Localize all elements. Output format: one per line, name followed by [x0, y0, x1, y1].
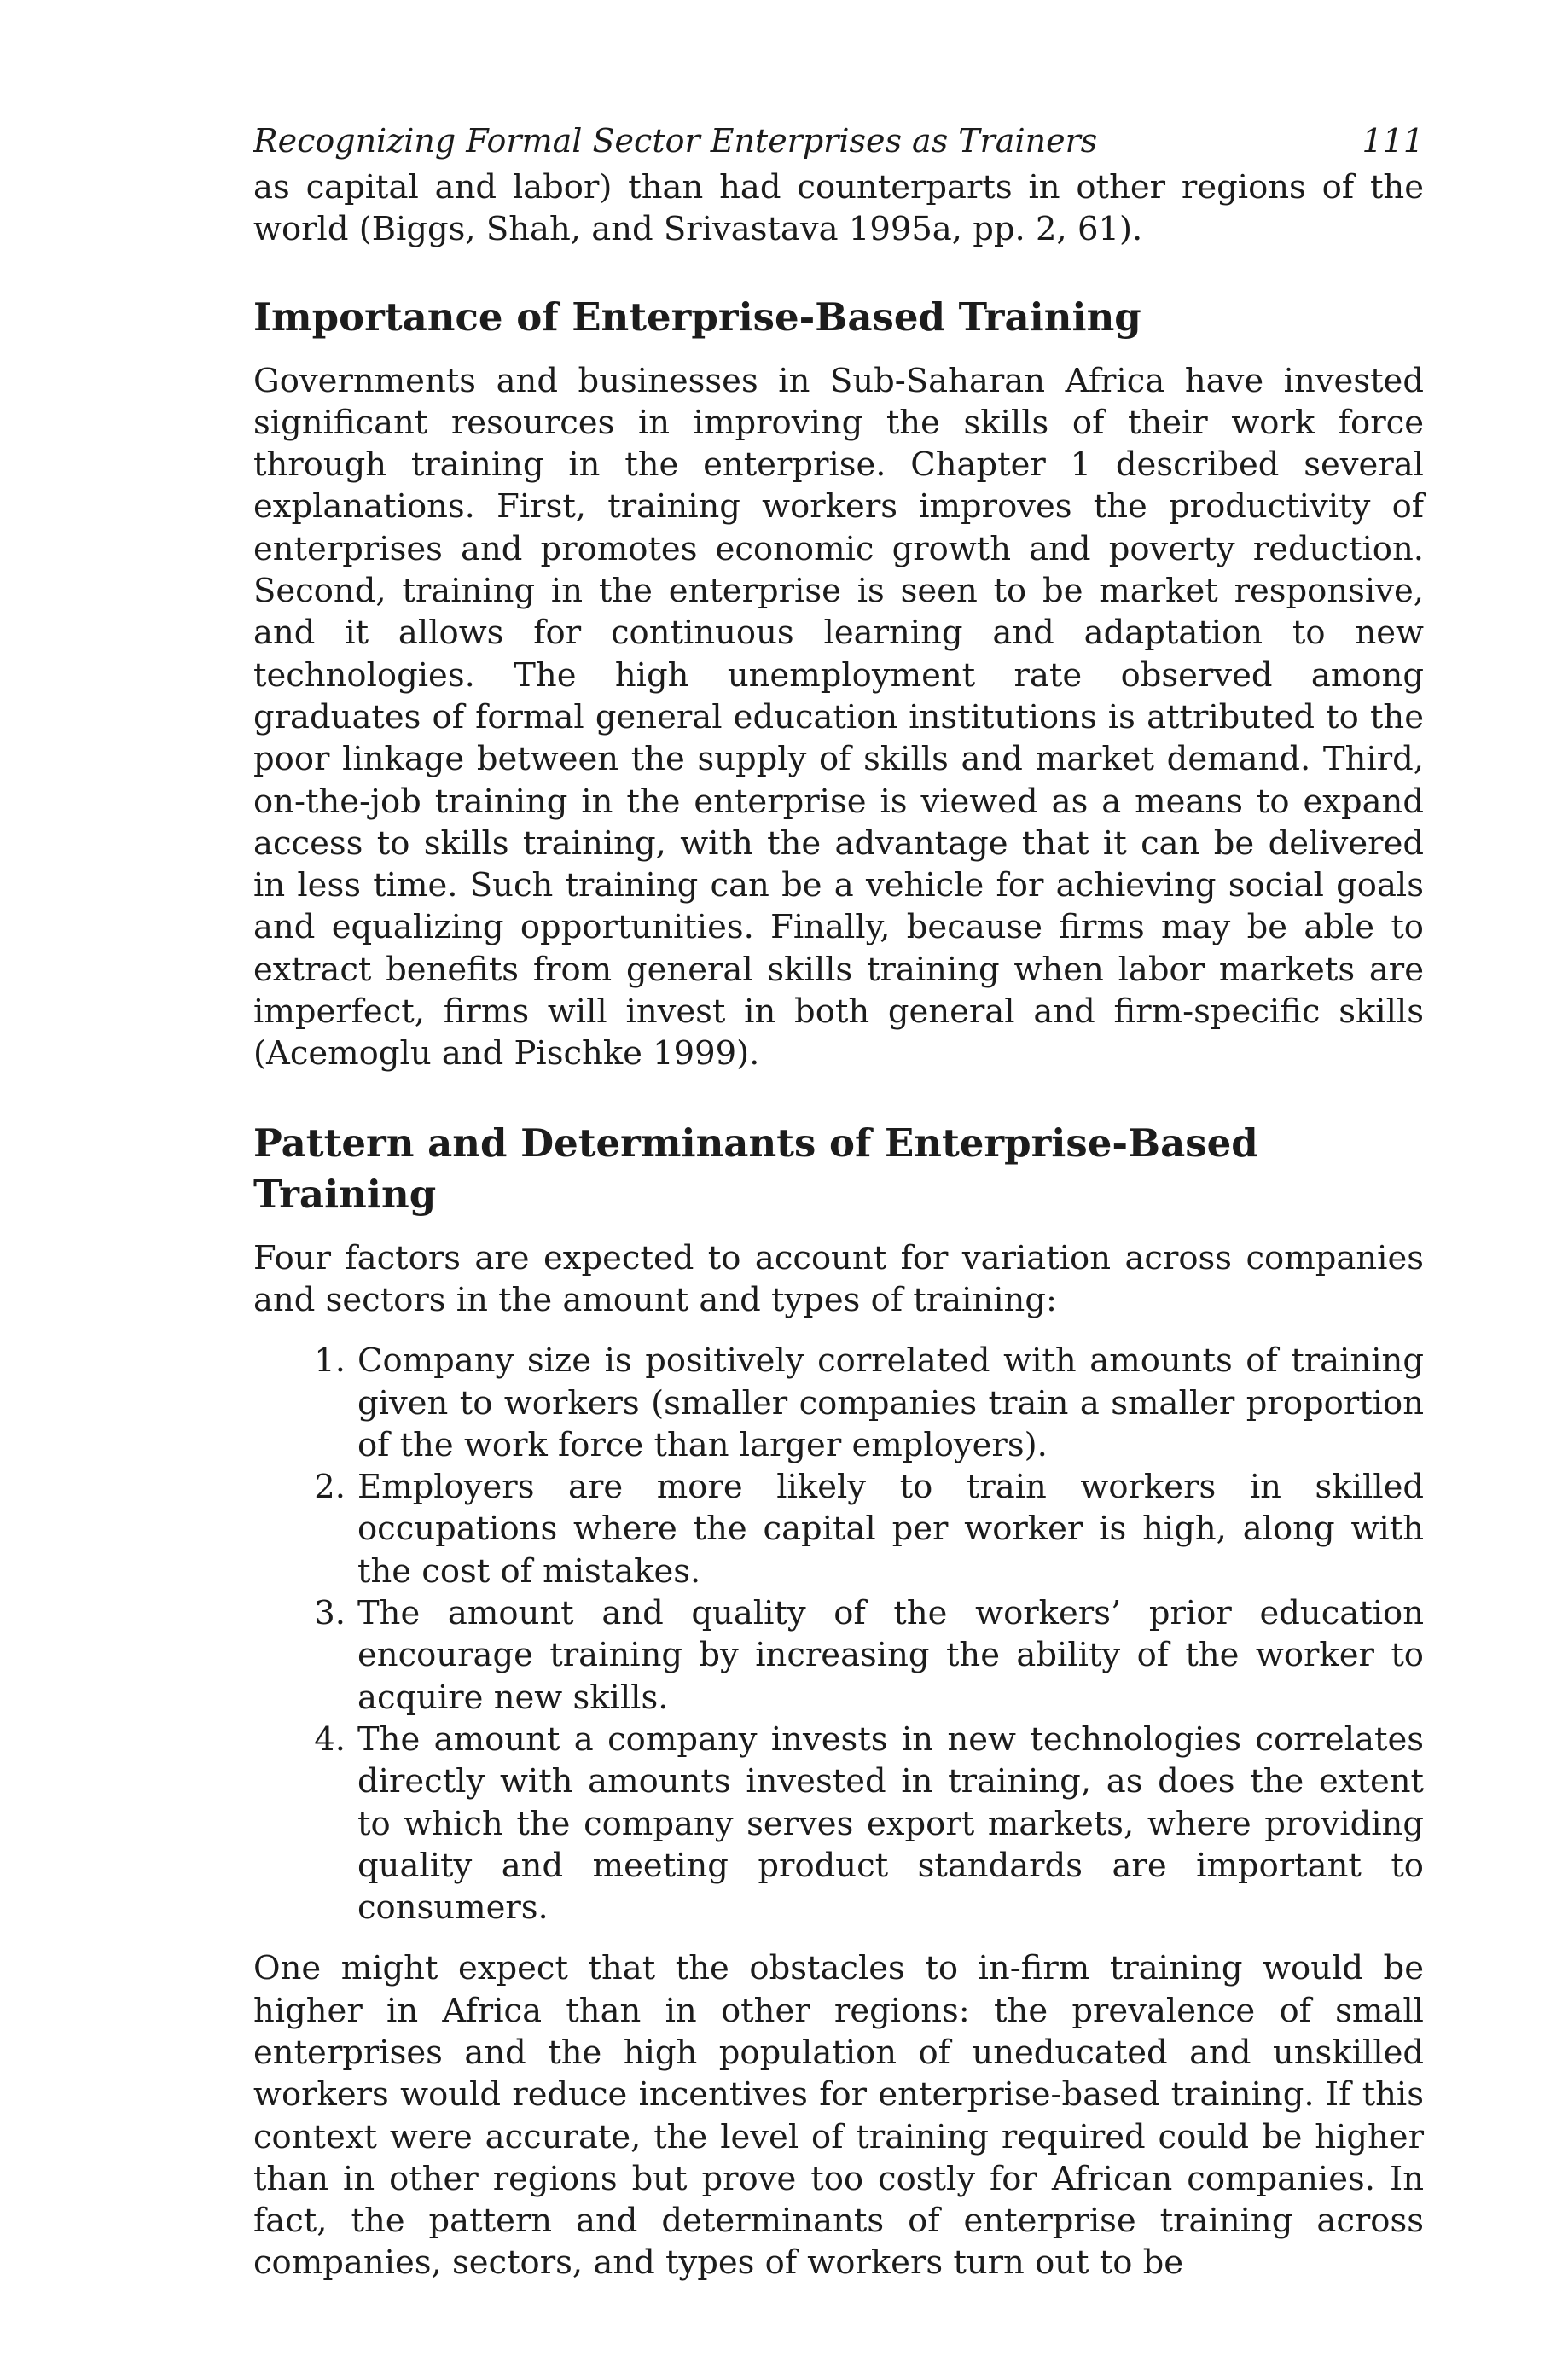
pattern-intro-paragraph: Four factors are expected to account for variation across companies and sectors in the amount and types of training:: [253, 1238, 1424, 1319]
list-item-number: 3.: [314, 1594, 346, 1633]
closing-paragraph: One might expect that the obstacles to in-firm training would be higher in Africa than in other regions: the prevalence of small enterprises and the high population of uneducated and unskilled workers would reduce incentives for enterprise-based training. If this context were accurate, the level of training required could be higher than in other regions but prove too costly for African companies. In fact, the pattern and determinants of enterprise training across companies, sectors, and types of workers turn out to be: [253, 1949, 1424, 2283]
list-item-text: Employers are more likely to train workers in skilled occupations where the capital per worker is high, along with the cost of mistakes.: [357, 1468, 1424, 1591]
list-item-text: Company size is positively correlated with amounts of training given to workers (smaller companies train a smaller proportion of the work force than larger employers).: [357, 1341, 1424, 1464]
spacer: [253, 343, 1424, 360]
list-item-number: 1.: [314, 1341, 346, 1381]
spacer: [253, 1321, 1424, 1340]
list-item: [253, 1466, 1424, 1592]
list-item: [253, 1592, 1424, 1719]
opening-paragraph: as capital and labor) than had counterparts in other regions of the world (Biggs, Shah, and Srivastava 1995a, pp. 2, 61).: [253, 168, 1424, 249]
spacer: [253, 1220, 1424, 1237]
book-page: [253, 115, 1424, 2284]
list-item: [253, 1719, 1424, 1929]
spacer: [253, 251, 1424, 292]
list-item-text: The amount a company invests in new technologies correlates directly with amounts invested in training, as does the extent to which the company serves export markets, where providing quality and meeting product standards are important to consumers.: [357, 1719, 1424, 1928]
running-title: Recognizing Formal Sector Enterprises as Trainers: [253, 122, 1098, 160]
list-item-text: The amount and quality of the workers’ prior education encourage training by increasing the ability of the worker to acquire new skills.: [357, 1594, 1424, 1717]
list-item: [253, 1340, 1424, 1466]
spacer: [253, 1929, 1424, 1947]
running-head: [253, 115, 1424, 166]
section-heading-importance: Importance of Enterprise-Based Training: [253, 294, 1141, 340]
list-item-number: 2.: [314, 1468, 346, 1507]
page-number: 111: [1362, 122, 1424, 160]
spacer: [253, 1075, 1424, 1118]
factors-list: [253, 1340, 1424, 1929]
list-item-number: 4.: [314, 1719, 346, 1759]
section-heading-pattern: Pattern and Determinants of Enterprise-Based Training: [253, 1120, 1258, 1217]
importance-paragraph: Governments and businesses in Sub-Saharan Africa have invested significant resources in improving the skills of their work force through training in the enterprise. Chapter 1 described several explanations. First, training workers improves the productivity of enterprises and promotes economic growth and poverty reduction. Second, training in the enterprise is seen to be market responsive, and it allows for continuous learning and adaptation to new technologies. The high unemployment rate observed among graduates of formal general education institutions is attributed to the poor linkage between the supply of skills and market demand. Third, on-the-job training in the enterprise is viewed as a means to expand access to skills training, with the advantage that it can be delivered in less time. Such training can be a vehicle for achieving social goals and equalizing opportunities. Finally, because firms may be able to extract benefits from general skills training when labor markets are imperfect, firms will invest in both general and firm-specific skills (Acemoglu and Pischke 1999).: [253, 361, 1424, 1073]
